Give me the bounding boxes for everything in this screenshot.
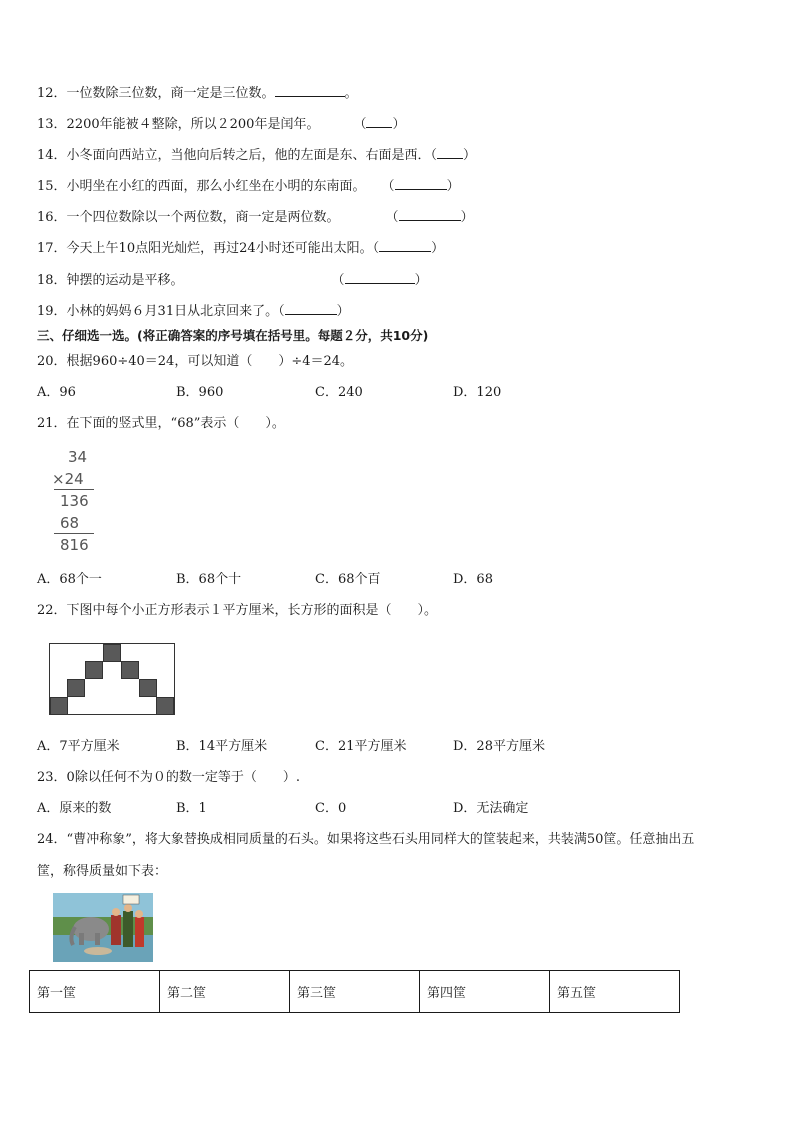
question-16: 16．一个四位数除以一个两位数，商一定是两位数。 （ ） [37,207,474,227]
question-24-line-2: 筐，称得质量如下表： [37,864,168,879]
answer-blank[interactable] [399,207,461,221]
option-b[interactable]: B．1 [176,801,207,816]
partial-product-1: 136 [60,492,89,510]
question-17-text: 17．今天上午10点阳光灿烂，再过24小时还可能出太阳。（ [37,241,380,256]
grid-square [67,679,85,697]
table-header-cell: 第五筐 [550,971,680,1013]
answer-blank[interactable] [345,270,415,284]
staircase-grid-figure [49,643,175,715]
table-header-cell: 第一筐 [30,971,160,1013]
multiplier: ×24 [52,470,84,488]
answer-blank[interactable] [395,176,447,190]
basket-weight-table [29,970,680,1013]
question-24-line-1: 24．“曹冲称象”，将大象替换成相同质量的石头。如果将这些石头用同样大的筐装起来，共装满50筐。任意抽出五 [37,832,695,847]
question-23-text: 23．0除以任何不为０的数一定等于（ ）. [37,770,300,785]
question-18-text: 18．钟摆的运动是平移。 [37,273,184,288]
option-c[interactable]: C．0 [315,801,347,816]
final-product: 816 [60,536,89,554]
question-15: 15．小明坐在小红的西面，那么小红坐在小明的东南面。 （ ） [37,176,460,196]
table-header-cell: 第二筐 [160,971,290,1013]
multiplicand: 34 [68,448,88,466]
table-header-cell: 第四筐 [420,971,550,1013]
option-a[interactable]: A．7平方厘米 [37,739,120,754]
option-d[interactable]: D．28平方厘米 [453,739,545,754]
partial-product-2: 68 [60,514,80,532]
option-a[interactable]: A．原来的数 [37,801,112,816]
question-14: 14．小冬面向西站立，当他向后转之后，他的左面是东、右面是西．（ ） [37,145,476,165]
question-12: 12．一位数除三位数，商一定是三位数。 。 [37,83,358,103]
grid-square [103,644,121,662]
grid-square [50,697,68,715]
question-19-text: 19．小林的妈妈６月31日从北京回来了。（ [37,304,285,319]
rule-line [54,489,94,490]
question-14-text: 14．小冬面向西站立，当他向后转之后，他的左面是东、右面是西．（ [37,148,438,163]
vertical-multiplication [52,448,112,558]
table-header-cell: 第三筐 [290,971,420,1013]
option-a[interactable]: A．96 [37,385,76,400]
option-d[interactable]: D．无法确定 [453,801,529,816]
question-21-text: 21．在下面的竖式里，“68”表示（ ）。 [37,416,285,431]
question-13: 13．2200年能被４整除，所以２200年是闰年。 （ ） [37,114,405,134]
answer-blank[interactable] [379,238,431,252]
option-c[interactable]: C．21平方厘米 [315,739,407,754]
question-13-text: 13．2200年能被４整除，所以２200年是闰年。 [37,117,320,132]
option-d[interactable]: D．120 [453,385,502,400]
option-a[interactable]: A．68个一 [37,572,102,587]
answer-blank[interactable] [275,83,345,97]
rule-line [54,533,94,534]
grid-square [85,661,103,679]
question-12-text: 12．一位数除三位数，商一定是三位数。 [37,86,275,101]
answer-blank[interactable] [366,114,392,128]
question-20-text: 20．根据960÷40＝24，可以知道（ ）÷4＝24。 [37,354,354,369]
option-b[interactable]: B．960 [176,385,224,400]
section-heading: 三、仔细选一选。(将正确答案的序号填在括号里。每题２分，共10分) [37,328,429,343]
grid-square [121,661,139,679]
question-18: 18．钟摆的运动是平移。 （ ） [37,270,428,290]
answer-blank[interactable] [285,301,337,315]
cao-chong-weighs-elephant-illustration [53,893,153,962]
table-row [30,971,680,1013]
illustration-image [53,893,153,962]
option-c[interactable]: C．68个百 [315,572,381,587]
question-17: 17．今天上午10点阳光灿烂，再过24小时还可能出太阳。（ ） [37,238,444,258]
question-15-text: 15．小明坐在小红的西面，那么小红坐在小明的东南面。 [37,179,366,194]
question-19: 19．小林的妈妈６月31日从北京回来了。（ ） [37,301,350,321]
option-d[interactable]: D．68 [453,572,493,587]
option-b[interactable]: B．68个十 [176,572,242,587]
grid-square [139,679,157,697]
option-c[interactable]: C．240 [315,385,363,400]
question-22-text: 22．下图中每个小正方形表示１平方厘米，长方形的面积是（ ）。 [37,603,438,618]
option-b[interactable]: B．14平方厘米 [176,739,268,754]
question-16-text: 16．一个四位数除以一个两位数，商一定是两位数。 [37,210,340,225]
grid-square [156,697,174,715]
answer-blank[interactable] [437,145,463,159]
